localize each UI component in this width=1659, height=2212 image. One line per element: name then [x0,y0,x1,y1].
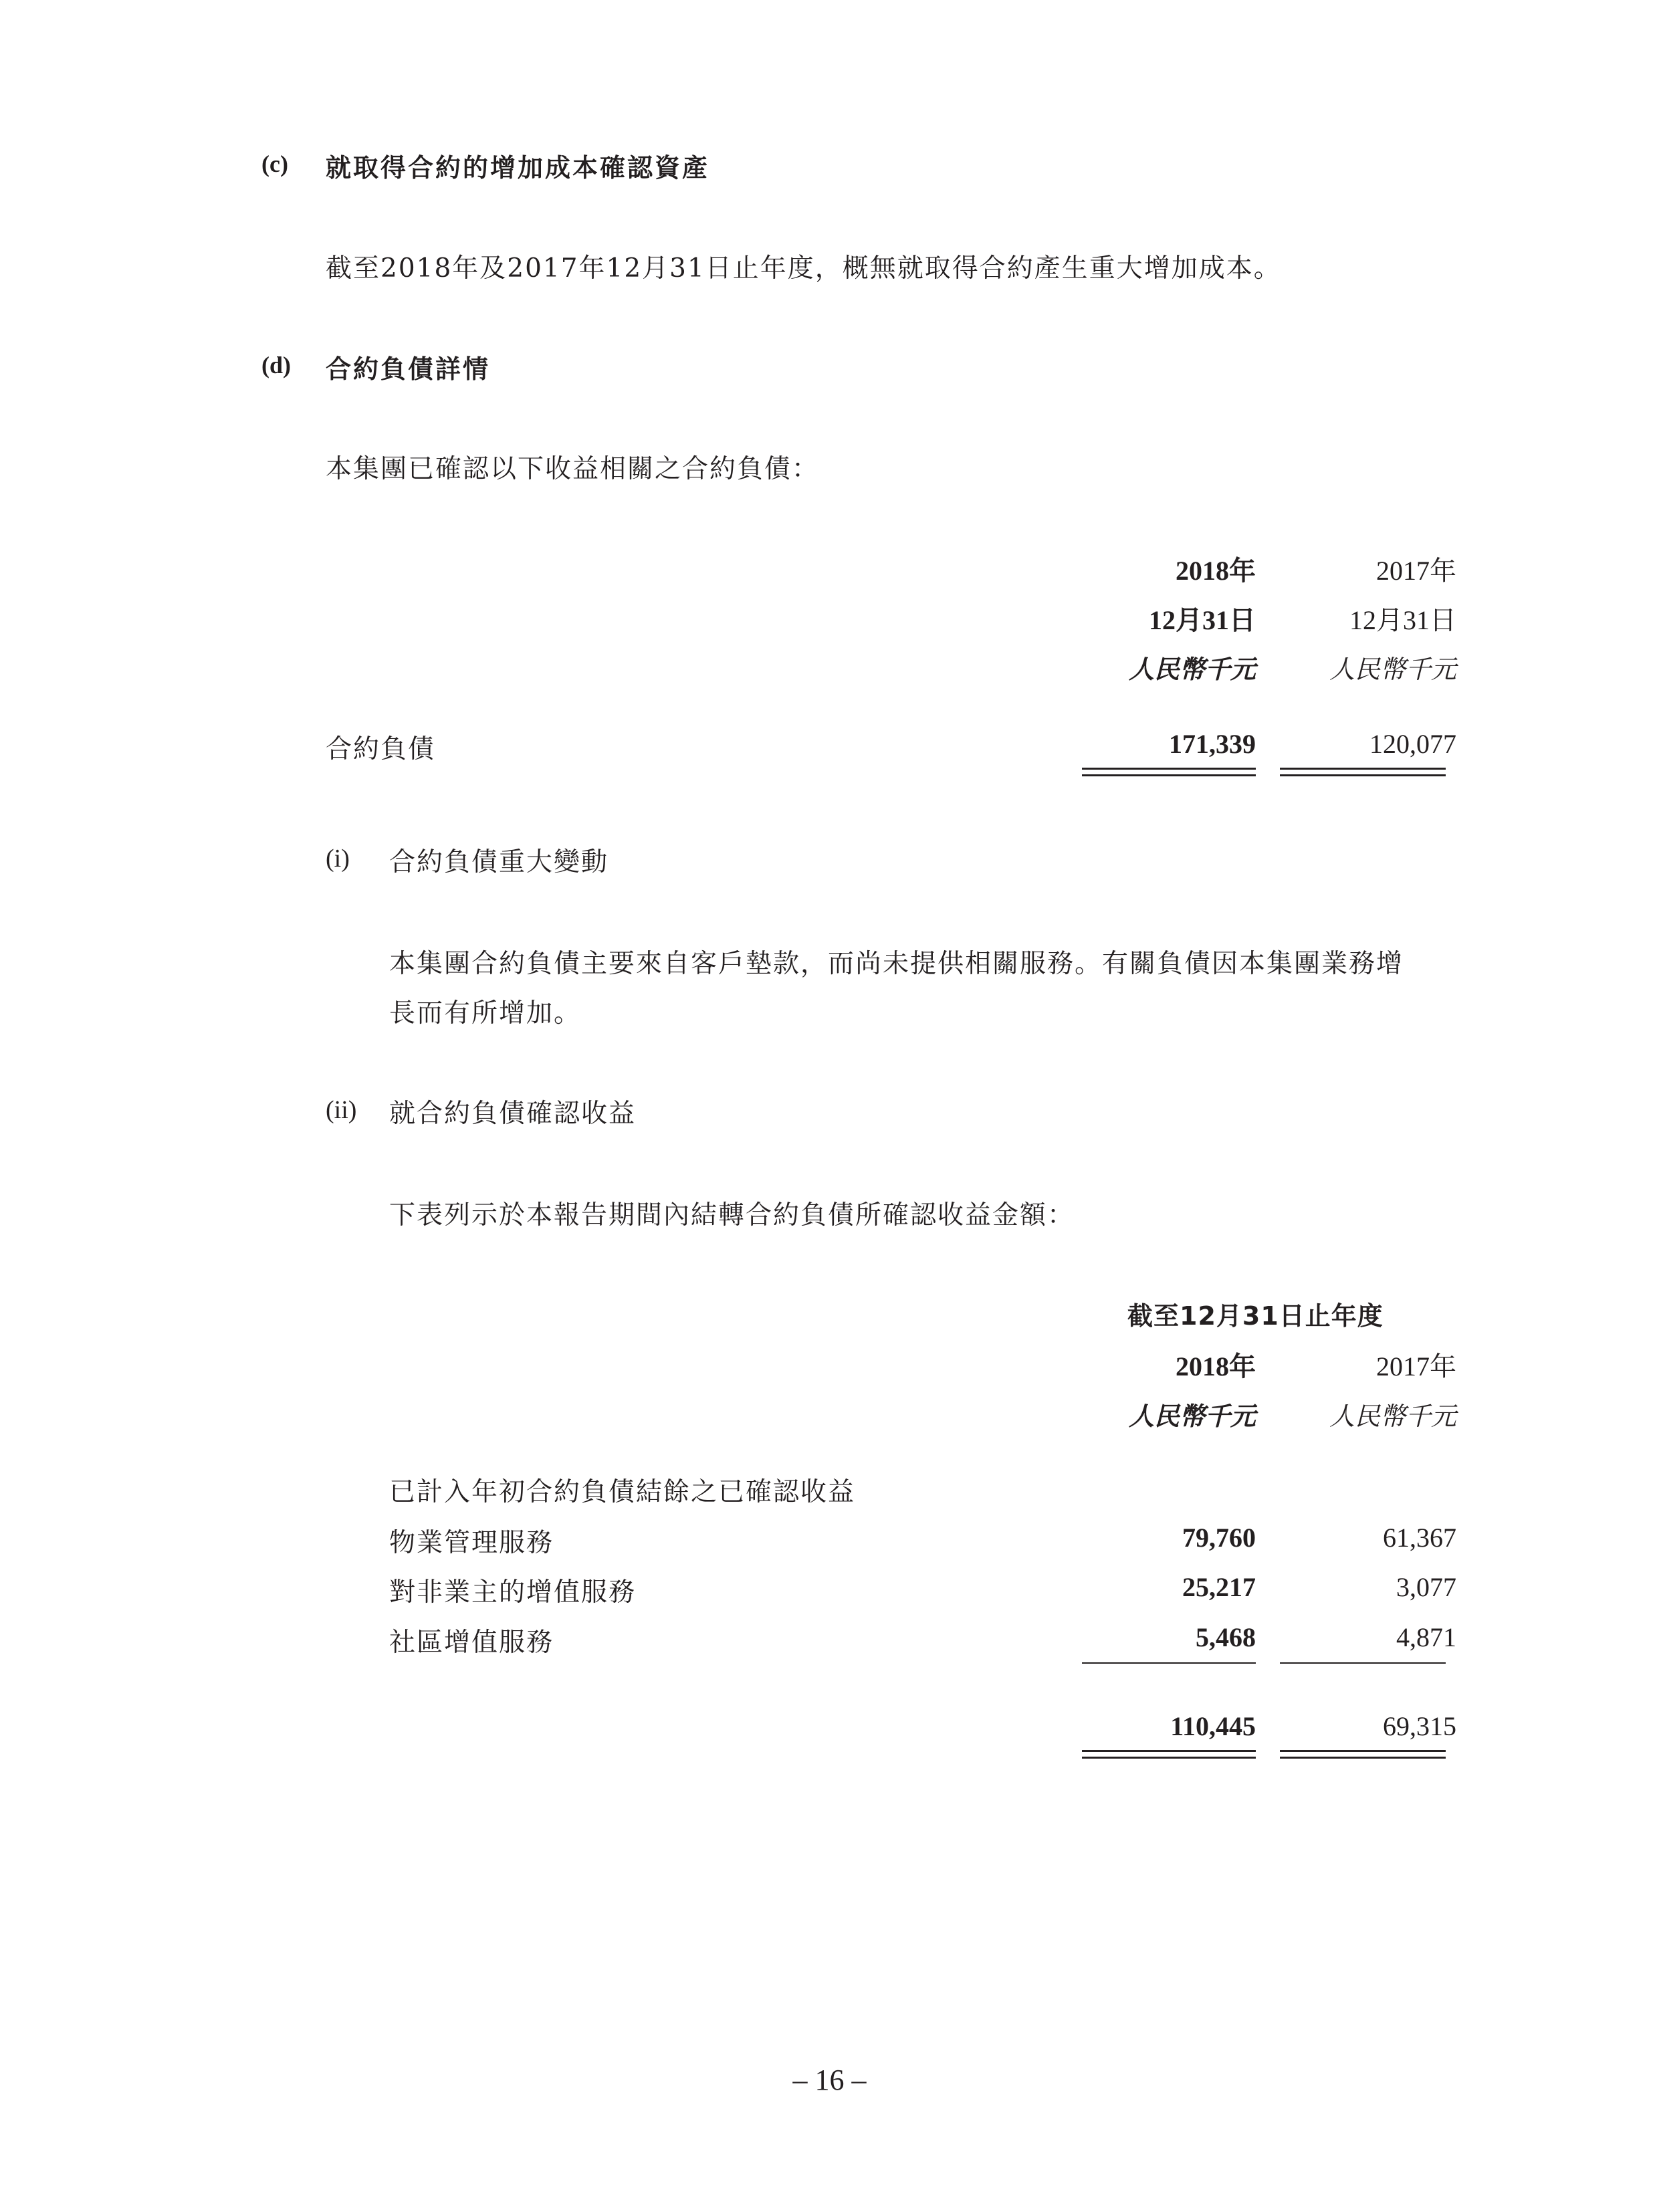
table2-row-value-2017: 4,871 [1396,1622,1456,1652]
table2-row-label: 物業管理服務 [389,1528,554,1558]
sub-i-label: (i) [326,845,350,873]
table1-double-rule-bottom-1 [1082,774,1256,776]
table2-period-header: 截至12月31日止年度 [1127,1301,1384,1331]
sub-ii-title: 就合約負債確認收益 [389,1099,637,1129]
section-c-title: 就取得合約的增加成本確認資產 [326,153,710,183]
table1-col1-date: 12月31日 [1149,605,1256,635]
table2-group-label: 已計入年初合約負債結餘之已確認收益 [389,1477,856,1507]
table2-col1-year: 2018年 [1176,1351,1256,1381]
sub-i-paragraph-line2: 長而有所增加。 [389,998,582,1028]
section-c-paragraph: 截至2018年及2017年12月31日止年度，概無就取得合約產生重大增加成本。 [326,253,1281,284]
section-d-intro: 本集團已確認以下收益相關之合約負債： [326,454,820,484]
table2-row-value-2017: 61,367 [1383,1523,1456,1553]
table2-col1-unit: 人民幣千元 [1128,1402,1256,1431]
sub-ii-intro: 下表列示於本報告期間內結轉合約負債所確認收益金額： [389,1200,1075,1230]
table1-double-rule-top-2 [1280,768,1446,770]
table2-col2-year: 2017年 [1376,1351,1456,1381]
table2-row-value-2017: 3,077 [1396,1572,1456,1602]
section-c-label: (c) [261,150,288,177]
table1-double-rule-bottom-2 [1280,774,1446,776]
table2-row-label: 社區增值服務 [389,1628,554,1658]
sub-i-title: 合約負債重大變動 [389,847,609,877]
table2-double-rule-top-2 [1280,1750,1446,1752]
page-number: – 16 – [792,2064,867,2096]
table1-value-2017: 120,077 [1369,729,1456,759]
table2-row-value-2018: 79,760 [1182,1523,1256,1553]
table1-double-rule-top-1 [1082,768,1256,770]
section-d-title: 合約負債詳情 [326,354,491,384]
table2-double-rule-bottom-1 [1082,1757,1256,1759]
sub-ii-label: (ii) [326,1096,357,1124]
table2-subtotal-rule-2 [1280,1662,1446,1664]
table1-col2-date: 12月31日 [1349,605,1456,635]
table2-total-2018: 110,445 [1170,1711,1256,1741]
table1-value-2018: 171,339 [1169,729,1256,759]
table2-row-value-2018: 25,217 [1182,1572,1256,1602]
table2-total-2017: 69,315 [1383,1711,1456,1741]
section-d-label: (d) [261,352,291,378]
table2-double-rule-top-1 [1082,1750,1256,1752]
table2-row-label: 對非業主的增值服務 [389,1577,637,1608]
table1-row-label: 合約負債 [326,734,436,764]
table1-col2-year: 2017年 [1376,556,1456,586]
table2-subtotal-rule-1 [1082,1662,1256,1664]
table1-col1-year: 2018年 [1176,556,1256,586]
table2-col2-unit: 人民幣千元 [1329,1402,1456,1431]
table1-col1-unit: 人民幣千元 [1128,655,1256,684]
table2-row-value-2018: 5,468 [1196,1622,1256,1652]
sub-i-paragraph-line1: 本集團合約負債主要來自客戶墊款，而尚未提供相關服務。有關負債因本集團業務增 [389,949,1404,979]
table1-col2-unit: 人民幣千元 [1329,655,1456,684]
table2-double-rule-bottom-2 [1280,1757,1446,1759]
